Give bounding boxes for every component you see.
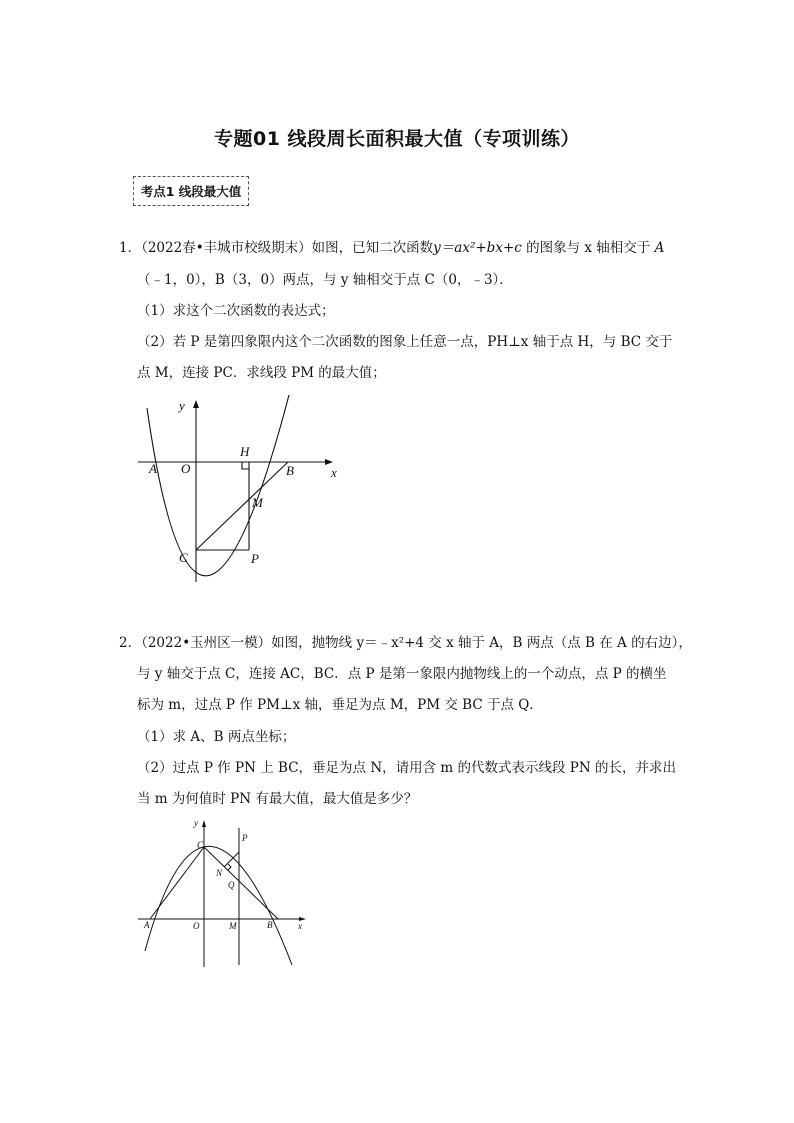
q1-source: （2022春•丰城市校级期末） <box>141 240 312 256</box>
q2-label-a: A <box>144 920 150 930</box>
q1-line2: （﹣1，0），B（3，0）两点，与 y 轴相交于点 C（0，﹣3）． <box>137 272 513 288</box>
q1-figure <box>130 395 350 585</box>
q2-label-n: N <box>216 868 223 878</box>
page-title: 专题01 线段周长面积最大值（专项训练） <box>213 128 581 150</box>
q1-right-angle-mark <box>242 462 249 469</box>
q2-number: 2． <box>119 635 142 651</box>
q2-label-p: P <box>242 833 248 843</box>
q1-text-b: 的图象与 x 轴相交于 <box>526 240 651 256</box>
q1-part2b: 点 M，连接 PC．求线段 PM 的最大值； <box>137 365 386 381</box>
q1-label-x: x <box>331 465 337 480</box>
q1-line1 <box>119 238 664 258</box>
q2-label-q: Q <box>228 880 235 890</box>
q1-label-m: M <box>252 495 263 510</box>
q1-label-o: O <box>181 461 191 476</box>
q2-line1-text: （2022•玉州区一模）如图，抛物线 y＝﹣x²+4 交 x 轴于 A，B 两点（点 B 在 A 的右边）， <box>141 635 692 651</box>
q2-line3: 标为 m，过点 P 作 PM⊥x 轴，垂足为点 M，PM 交 BC 于点 Q． <box>137 697 543 713</box>
q1-label-p: P <box>251 551 259 566</box>
q2-segment-cb <box>204 847 278 919</box>
q2-part2a: （2）过点 P 作 PN 上 BC，垂足为点 N，请用含 m 的代数式表示线段 PN 的长，并求出 <box>137 760 676 776</box>
q2-label-m: M <box>229 921 237 931</box>
q1-label-b: B <box>286 463 294 478</box>
q2-label-y: y <box>194 818 198 828</box>
q1-part1: （1）求这个二次函数的表达式； <box>137 303 335 319</box>
q1-part2a: （2）若 P 是第四象限内这个二次函数的图象上任意一点，PH⊥x 轴于点 H，与 BC 交于 <box>137 334 673 350</box>
q1-text-a: 如图，已知二次函数 <box>311 240 434 256</box>
q2-line1 <box>119 633 692 653</box>
q1-parabola <box>147 395 289 576</box>
q2-line2: 与 y 轴交于点 C，连接 AC，BC．点 P 是第一象限内抛物线上的一个动点，点 P 的横坐 <box>137 666 667 682</box>
q2-y-arrow <box>202 820 206 827</box>
q2-parabola <box>145 846 292 965</box>
q1-number: 1． <box>119 240 142 256</box>
q1-formula: y＝ax²+bx+c <box>433 240 522 256</box>
q1-label-h: H <box>240 444 250 459</box>
section-label-box: 考点1 线段最大值 <box>133 176 249 206</box>
q2-label-o: O <box>193 921 200 931</box>
q1-label-c: C <box>179 550 188 565</box>
q2-right-angle-mark <box>228 864 231 870</box>
q2-segment-ac <box>150 847 204 919</box>
q2-figure <box>130 815 320 975</box>
q2-part1: （1）求 A、B 两点坐标； <box>137 729 296 745</box>
q2-label-b: B <box>267 920 273 930</box>
q2-part2b: 当 m 为何值时 PN 有最大值，最大值是多少？ <box>137 791 418 807</box>
q1-label-a: A <box>149 461 157 476</box>
q2-label-c: C <box>197 840 204 850</box>
q1-label-y: y <box>179 398 185 413</box>
q2-segment-pn <box>224 852 239 867</box>
q2-label-x: x <box>298 921 302 931</box>
q1-y-arrow <box>193 400 199 408</box>
q1-point-a: A <box>654 240 665 256</box>
